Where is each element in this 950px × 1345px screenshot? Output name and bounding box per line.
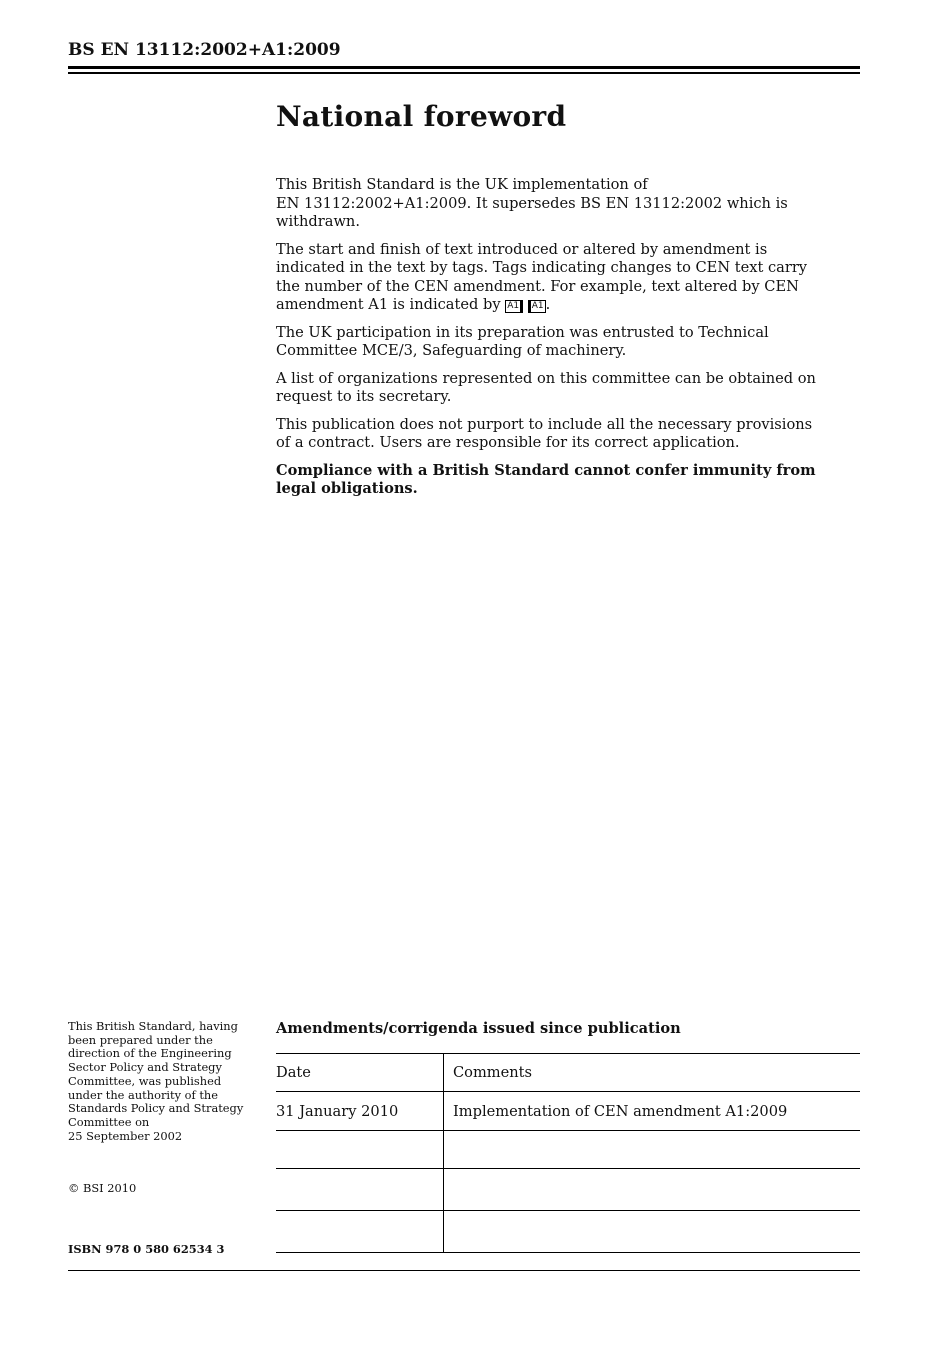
foreword-paragraph-organizations: A list of organizations represented on this committee can be obtained on request to its secretary. — [276, 369, 816, 405]
row-comments — [444, 1169, 861, 1211]
row-comments: Implementation of CEN amendment A1:2009 — [444, 1092, 861, 1131]
foreword-paragraph-contract: This publication does not purport to include all the necessary provisions of a contract. Users are responsible for its correct application. — [276, 415, 813, 451]
publication-note — [68, 1020, 258, 1143]
foreword-paragraph-tags — [276, 241, 816, 315]
foreword-paragraph-compliance: Compliance with a British Standard cannot confer immunity from legal obligations. — [276, 461, 816, 497]
tags-period: . — [545, 296, 551, 313]
copyright-notice: © BSI 2010 — [68, 1181, 137, 1195]
amendment-end-tag-icon: A1 — [528, 300, 546, 313]
amendment-start-tag-icon: A1 — [505, 300, 523, 313]
tags-text: The start and finish of text introduced or altered by amendment is indicated in the text by tags. Tags indicating changes to CEN text carry the number of the CEN amendment. For example, text altered by CEN amendment A1 is indicated by — [276, 240, 808, 313]
table-row — [276, 1169, 860, 1211]
isbn: ISBN 978 0 580 62534 3 — [68, 1242, 225, 1256]
header-rule-thick — [68, 66, 860, 69]
table-row — [276, 1092, 860, 1131]
row-comments — [444, 1211, 861, 1253]
table-header-row — [276, 1054, 860, 1092]
amendments-table — [276, 1053, 860, 1253]
publication-note-text: This British Standard, having been prepared under the direction of the Engineering Sector Policy and Strategy Committee, was published under the authority of the Standards Policy and Strategy Committee on — [68, 1019, 244, 1129]
table-row — [276, 1131, 860, 1169]
supersedes-line-1: This British Standard is the UK implementation of — [276, 176, 648, 193]
row-date — [276, 1211, 444, 1253]
amendments-title: Amendments/corrigenda issued since publication — [276, 1020, 681, 1037]
row-comments — [444, 1131, 861, 1169]
row-date: 31 January 2010 — [276, 1092, 444, 1131]
document-id: BS EN 13112:2002+A1:2009 — [68, 40, 341, 60]
row-date — [276, 1131, 444, 1169]
foreword-paragraph-committee: The UK participation in its preparation was entrusted to Technical Committee MCE/3, Safeguarding of machinery. — [276, 323, 769, 359]
header-rule-thin — [68, 72, 860, 74]
row-date — [276, 1169, 444, 1211]
supersedes-line-2: EN 13112:2002+A1:2009. It supersedes BS EN 13112:2002 which is withdrawn. — [276, 194, 788, 230]
foreword-title: National foreword — [276, 100, 567, 133]
foreword-paragraph-supersedes — [276, 176, 816, 232]
publication-sidebar — [68, 1019, 258, 1256]
footer-rule — [68, 1270, 860, 1271]
table-row — [276, 1211, 860, 1253]
national-foreword — [276, 100, 816, 508]
column-header-date: Date — [276, 1054, 444, 1092]
column-header-comments: Comments — [444, 1054, 861, 1092]
publication-date: 25 September 2002 — [68, 1128, 183, 1143]
